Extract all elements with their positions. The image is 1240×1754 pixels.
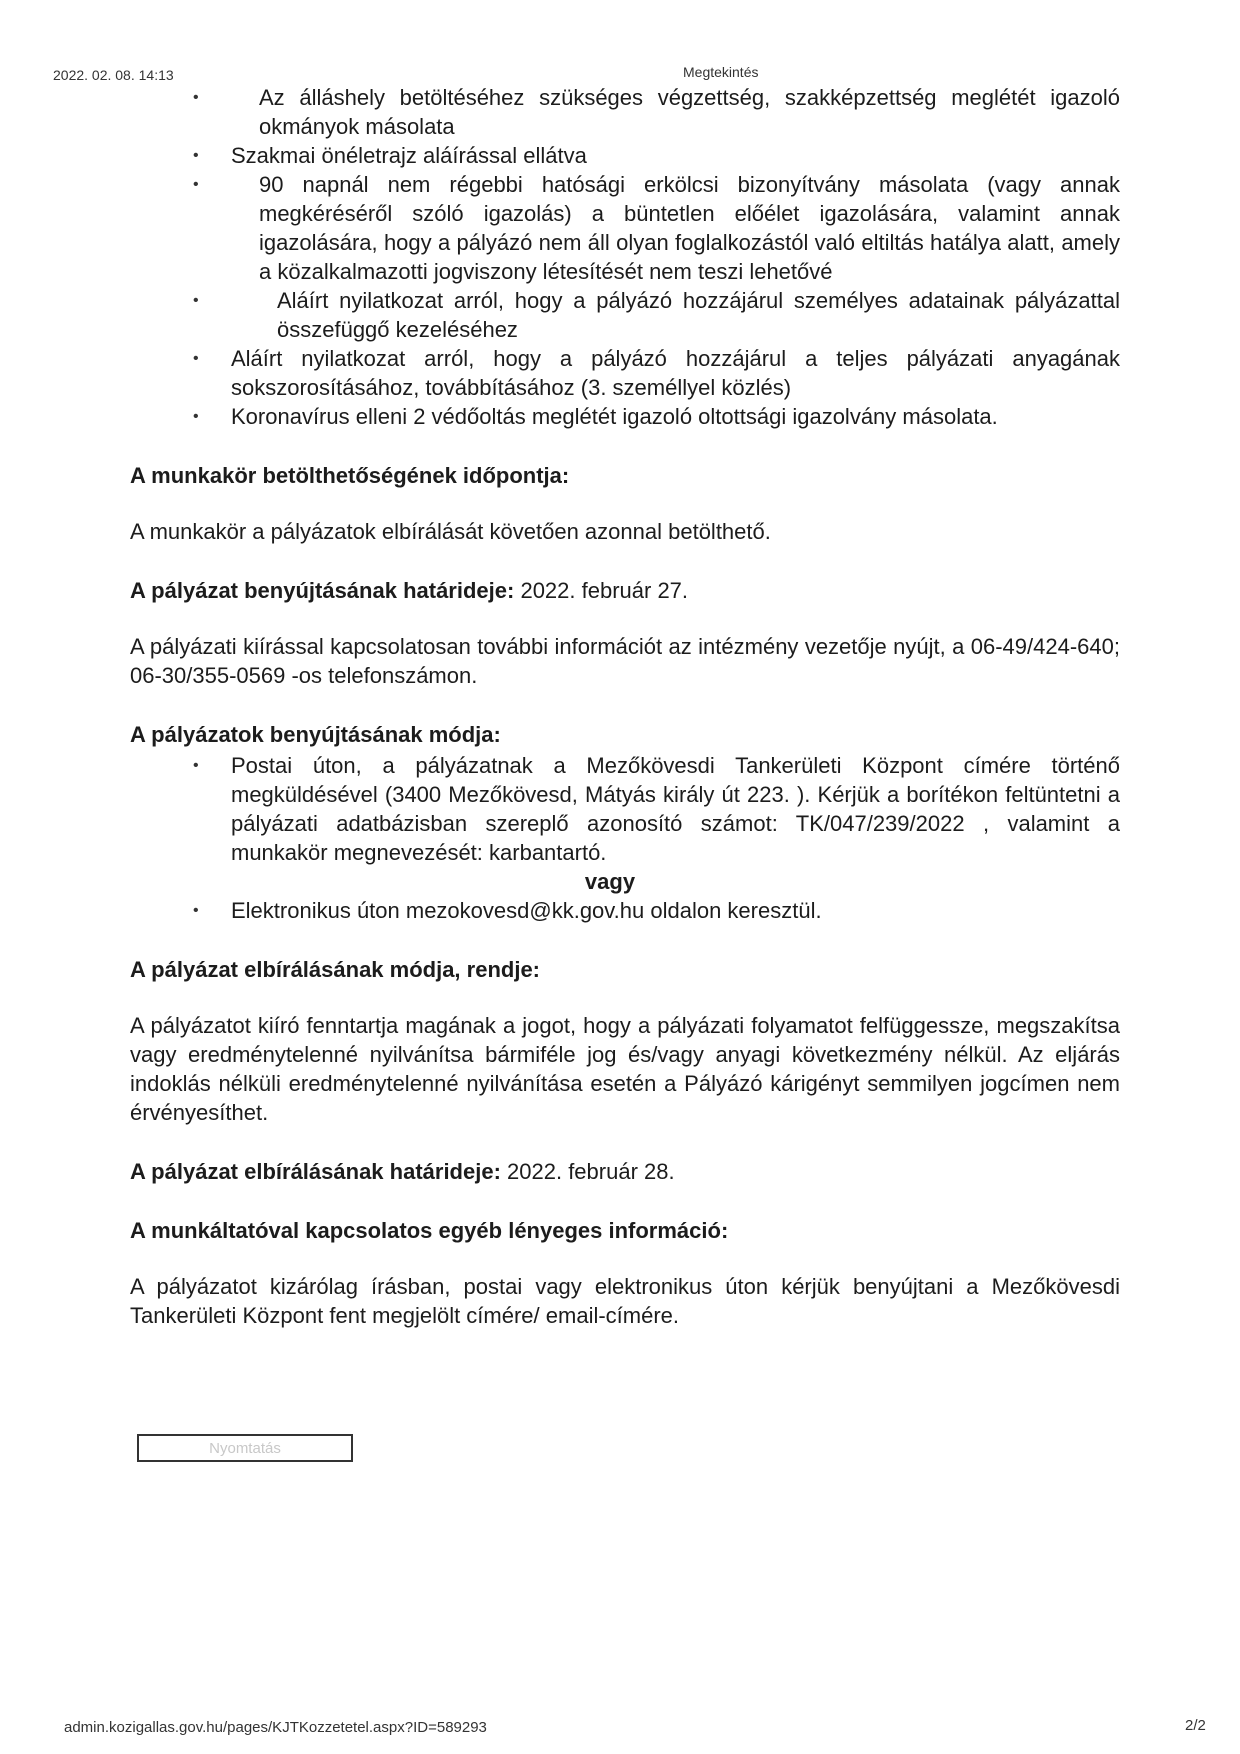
submission-heading: A pályázatok benyújtásának módja: — [130, 722, 501, 747]
contact-text: A pályázati kiírással kapcsolatosan további információt az intézmény vezetője nyújt, a 06-49/424-640; 06-30/355-0569 -os telefonszámon. — [130, 634, 1120, 688]
list-item: • Szakmai önéletrajz aláírással ellátva — [130, 141, 1120, 170]
page-number: 2/2 — [1185, 1717, 1206, 1734]
evaluation-heading: A pályázat elbírálásának módja, rendje: — [130, 957, 541, 982]
evaluation-deadline-heading: A pályázat elbírálásának határideje: 2022. február 28. — [130, 1159, 675, 1184]
requirements-list — [130, 83, 1120, 431]
document-body — [130, 83, 1120, 1330]
page-title: Megtekintés — [683, 64, 759, 80]
start-date-heading: A munkakör betölthetőségének időpontja: — [130, 463, 570, 488]
list-item: • Elektronikus úton mezokovesd@kk.gov.hu oldalon keresztül. — [130, 896, 1120, 925]
or-separator: vagy — [584, 869, 636, 894]
deadline-value: 2022. február 27. — [520, 578, 689, 603]
evaluation-deadline-value: 2022. február 28. — [507, 1159, 675, 1184]
employer-info-text: A pályázatot kizárólag írásban, postai vagy elektronikus úton kérjük benyújtani a Mezőkövesdi Tankerületi Központ fent megjelölt címére/ email-címére. — [130, 1274, 1120, 1328]
start-date-text: A munkakör a pályázatok elbírálását követően azonnal betölthető. — [130, 519, 771, 544]
employer-info-heading: A munkáltatóval kapcsolatos egyéb lényeges információ: — [130, 1218, 729, 1243]
list-item: • 90 napnál nem régebbi hatósági erkölcsi bizonyítvány másolata (vagy annak megkéréséről szóló igazolás) a büntetlen előélet igazolására, valamint annak igazolására, hogy a pályázó nem áll olyan foglalkozástól való eltiltás hatálya alatt, amely a közalkalmazotti jogviszony létesítését nem teszi lehetővé — [130, 170, 1120, 286]
list-item: • Aláírt nyilatkozat arról, hogy a pályázó hozzájárul a teljes pályázati anyagának sokszorosításához, továbbításához (3. személlyel közlés) — [130, 344, 1120, 402]
deadline-heading: A pályázat benyújtásának határideje: 2022. február 27. — [130, 578, 689, 603]
list-item: • Koronavírus elleni 2 védőoltás meglétét igazoló oltottsági igazolvány másolata. — [130, 402, 1120, 431]
submission-list-electronic — [130, 896, 1120, 925]
submission-list — [130, 751, 1120, 867]
evaluation-text: A pályázatot kiíró fenntartja magának a jogot, hogy a pályázati folyamatot felfüggessze, megszakítsa vagy eredménytelenné nyilvánítsa bármiféle jog és/vagy anyagi következmény nélkül. Az eljárás indoklás nélküli eredménytelenné nyilvánítása esetén a Pályázó kárigényt semmilyen jogcímen nem érvényesíthet. — [130, 1013, 1120, 1125]
print-button[interactable]: Nyomtatás — [137, 1434, 353, 1462]
list-item: • Postai úton, a pályázatnak a Mezőkövesdi Tankerületi Központ címére történő megküldésével (3400 Mezőkövesd, Mátyás király út 223. ). Kérjük a borítékon feltüntetni a pályázati adatbázisban szereplő azonosító számot: TK/047/239/2022 , valamint a munkakör megnevezését: karbantartó. — [130, 751, 1120, 867]
list-item: • Aláírt nyilatkozat arról, hogy a pályázó hozzájárul személyes adatainak pályázattal összefüggő kezeléséhez — [130, 286, 1120, 344]
list-item: • Az álláshely betöltéséhez szükséges végzettség, szakképzettség meglétét igazoló okmányok másolata — [130, 83, 1120, 141]
print-timestamp: 2022. 02. 08. 14:13 — [53, 67, 174, 83]
footer-url: admin.kozigallas.gov.hu/pages/KJTKozzetetel.aspx?ID=589293 — [64, 1719, 487, 1736]
